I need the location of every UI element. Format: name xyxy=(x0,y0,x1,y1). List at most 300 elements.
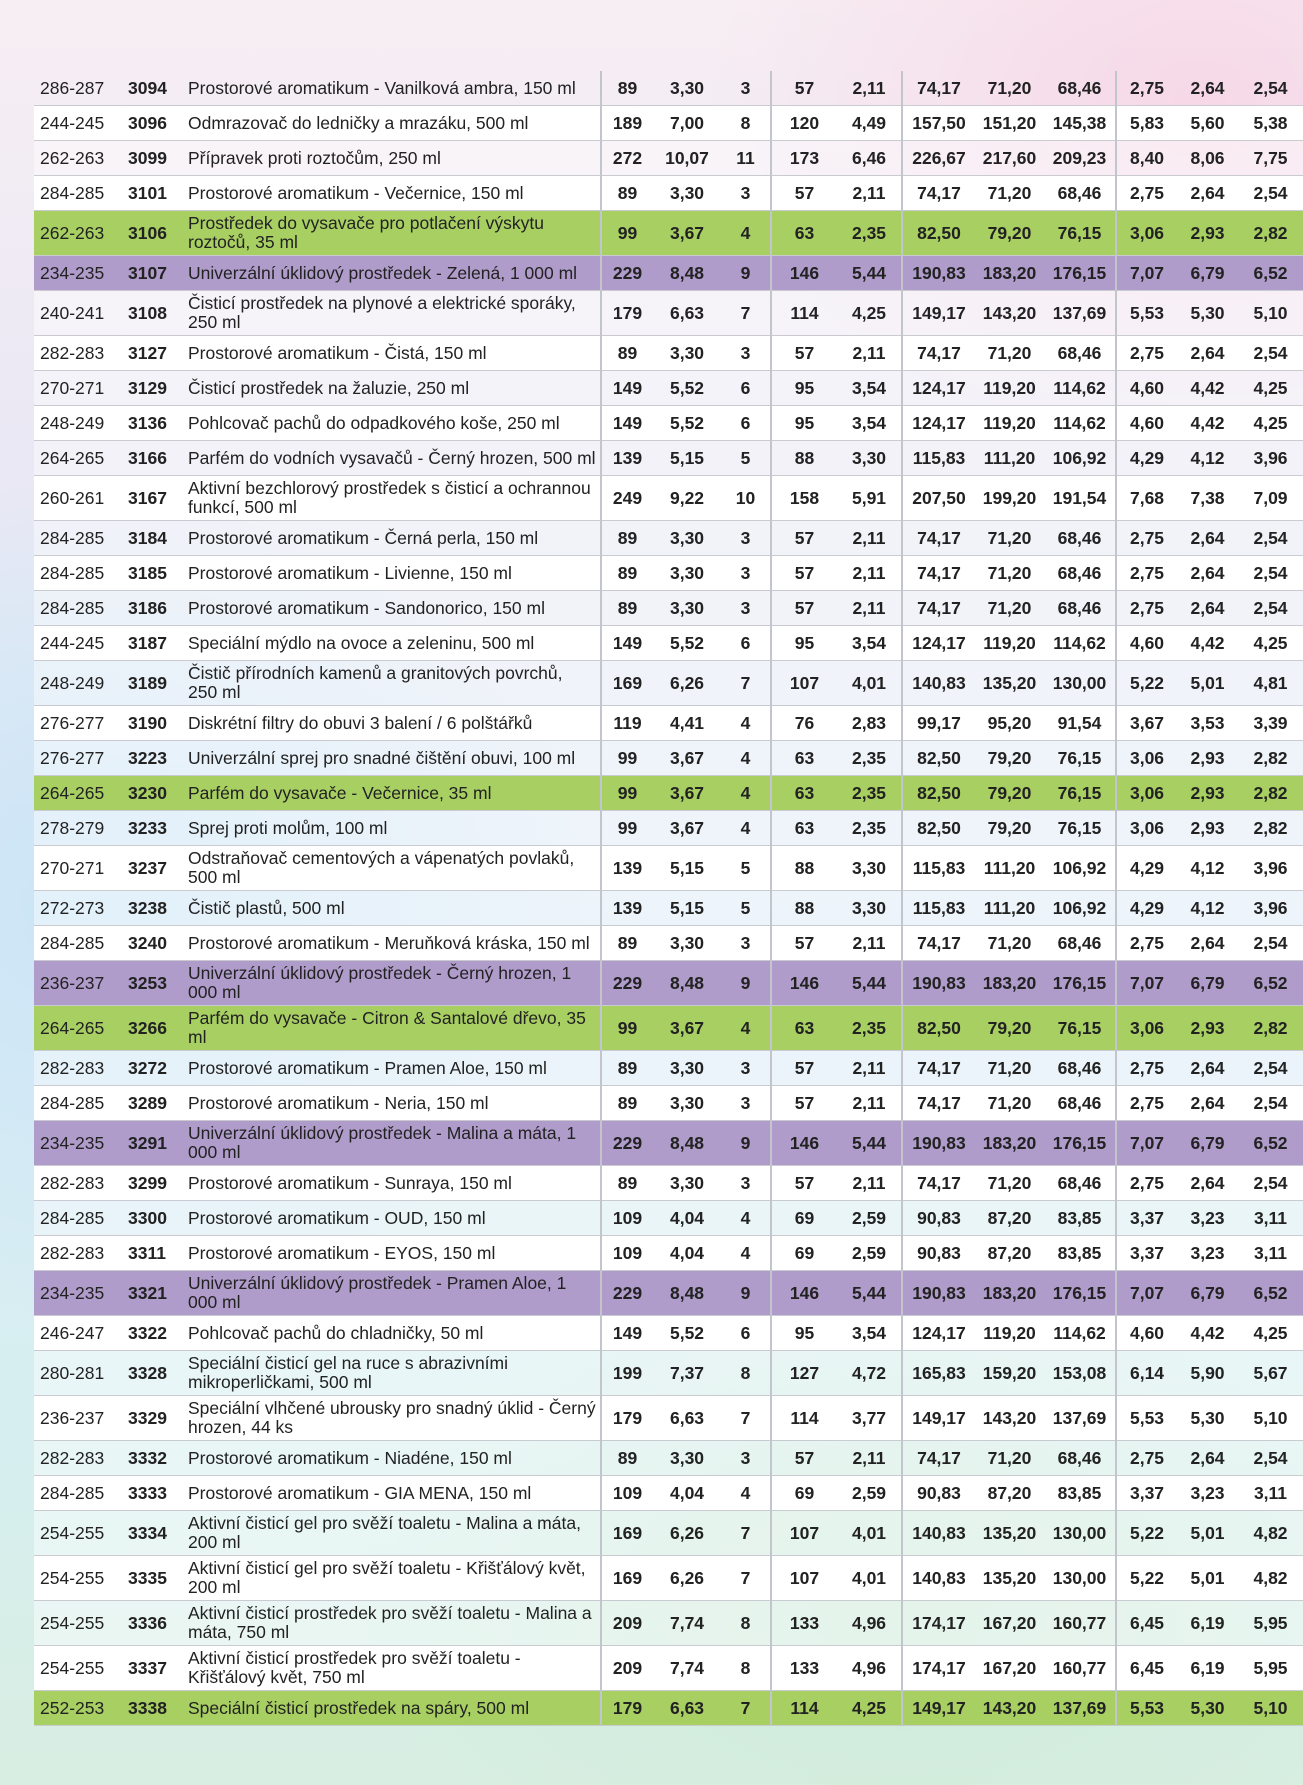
price-value-cell: 127 xyxy=(771,1351,837,1396)
price-value-cell: 6,52 xyxy=(1238,1121,1303,1166)
price-value-cell: 189 xyxy=(601,106,653,141)
price-value-cell: 2,64 xyxy=(1177,591,1238,626)
price-value-cell: 139 xyxy=(601,891,653,926)
price-value-cell: 2,59 xyxy=(837,1476,902,1511)
price-value-cell: 5 xyxy=(721,846,771,891)
price-value-cell: 2,75 xyxy=(1116,1051,1177,1086)
price-value-cell: 2,64 xyxy=(1177,521,1238,556)
price-value-cell: 68,46 xyxy=(1044,176,1116,211)
product-name-cell: Prostorové aromatikum - Niadéne, 150 ml xyxy=(188,1441,601,1476)
table-row xyxy=(34,176,1303,211)
price-value-cell: 149 xyxy=(601,406,653,441)
price-value-cell: 139 xyxy=(601,441,653,476)
price-value-cell: 74,17 xyxy=(902,1441,975,1476)
price-value-cell: 74,17 xyxy=(902,336,975,371)
price-value-cell: 6,63 xyxy=(653,1396,721,1441)
catalog-pages-cell: 282-283 xyxy=(34,1441,128,1476)
price-value-cell: 135,20 xyxy=(975,1556,1044,1601)
price-value-cell: 3,30 xyxy=(837,441,902,476)
price-value-cell: 6,45 xyxy=(1116,1646,1177,1691)
price-value-cell: 4 xyxy=(721,1006,771,1051)
price-value-cell: 7,07 xyxy=(1116,1121,1177,1166)
price-value-cell: 4,25 xyxy=(1238,626,1303,661)
price-value-cell: 2,64 xyxy=(1177,71,1238,106)
price-value-cell: 74,17 xyxy=(902,556,975,591)
catalog-pages-cell: 264-265 xyxy=(34,1006,128,1051)
price-value-cell: 2,93 xyxy=(1177,741,1238,776)
price-value-cell: 133 xyxy=(771,1646,837,1691)
price-value-cell: 74,17 xyxy=(902,1086,975,1121)
price-value-cell: 6,63 xyxy=(653,291,721,336)
price-value-cell: 2,64 xyxy=(1177,336,1238,371)
price-value-cell: 2,64 xyxy=(1177,926,1238,961)
price-value-cell: 4,49 xyxy=(837,106,902,141)
price-value-cell: 119 xyxy=(601,706,653,741)
table-row xyxy=(34,1201,1303,1236)
price-value-cell: 183,20 xyxy=(975,961,1044,1006)
price-value-cell: 4,60 xyxy=(1116,626,1177,661)
price-value-cell: 5,10 xyxy=(1238,1691,1303,1726)
price-value-cell: 124,17 xyxy=(902,406,975,441)
product-code-cell: 3187 xyxy=(128,626,188,661)
price-value-cell: 8,48 xyxy=(653,1271,721,1316)
price-value-cell: 95 xyxy=(771,371,837,406)
product-code-cell: 3237 xyxy=(128,846,188,891)
price-value-cell: 57 xyxy=(771,176,837,211)
price-value-cell: 160,77 xyxy=(1044,1601,1116,1646)
price-value-cell: 3,96 xyxy=(1238,891,1303,926)
price-value-cell: 4,60 xyxy=(1116,371,1177,406)
catalog-pages-cell: 254-255 xyxy=(34,1511,128,1556)
price-value-cell: 114 xyxy=(771,1691,837,1726)
price-value-cell: 146 xyxy=(771,256,837,291)
price-value-cell: 3,30 xyxy=(653,71,721,106)
price-value-cell: 130,00 xyxy=(1044,1556,1116,1601)
price-value-cell: 209 xyxy=(601,1646,653,1691)
catalog-pages-cell: 286-287 xyxy=(34,71,128,106)
price-value-cell: 7 xyxy=(721,661,771,706)
product-code-cell: 3108 xyxy=(128,291,188,336)
price-value-cell: 5,53 xyxy=(1116,1396,1177,1441)
price-value-cell: 76,15 xyxy=(1044,811,1116,846)
price-value-cell: 2,54 xyxy=(1238,1166,1303,1201)
price-value-cell: 5,83 xyxy=(1116,106,1177,141)
price-value-cell: 190,83 xyxy=(902,256,975,291)
price-value-cell: 89 xyxy=(601,556,653,591)
price-value-cell: 76 xyxy=(771,706,837,741)
price-value-cell: 5,15 xyxy=(653,441,721,476)
price-value-cell: 89 xyxy=(601,591,653,626)
price-value-cell: 2,54 xyxy=(1238,556,1303,591)
table-row xyxy=(34,1006,1303,1051)
price-value-cell: 57 xyxy=(771,336,837,371)
price-value-cell: 2,75 xyxy=(1116,926,1177,961)
price-value-cell: 6,26 xyxy=(653,1556,721,1601)
price-value-cell: 119,20 xyxy=(975,1316,1044,1351)
price-value-cell: 8,48 xyxy=(653,256,721,291)
price-value-cell: 5,15 xyxy=(653,891,721,926)
price-value-cell: 76,15 xyxy=(1044,776,1116,811)
price-value-cell: 149,17 xyxy=(902,1691,975,1726)
price-value-cell: 191,54 xyxy=(1044,476,1116,521)
price-value-cell: 2,35 xyxy=(837,741,902,776)
price-value-cell: 124,17 xyxy=(902,626,975,661)
price-value-cell: 5,90 xyxy=(1177,1351,1238,1396)
price-value-cell: 109 xyxy=(601,1201,653,1236)
price-value-cell: 2,64 xyxy=(1177,1086,1238,1121)
price-value-cell: 99 xyxy=(601,776,653,811)
price-value-cell: 2,93 xyxy=(1177,1006,1238,1051)
price-value-cell: 8,06 xyxy=(1177,141,1238,176)
price-value-cell: 3,23 xyxy=(1177,1476,1238,1511)
price-value-cell: 89 xyxy=(601,336,653,371)
price-value-cell: 3,06 xyxy=(1116,1006,1177,1051)
catalog-pages-cell: 262-263 xyxy=(34,211,128,256)
table-row xyxy=(34,1271,1303,1316)
catalog-pages-cell: 272-273 xyxy=(34,891,128,926)
price-value-cell: 2,11 xyxy=(837,176,902,211)
price-value-cell: 88 xyxy=(771,441,837,476)
price-value-cell: 57 xyxy=(771,556,837,591)
price-value-cell: 2,82 xyxy=(1238,211,1303,256)
price-value-cell: 3,67 xyxy=(653,776,721,811)
catalog-pages-cell: 234-235 xyxy=(34,256,128,291)
price-value-cell: 90,83 xyxy=(902,1476,975,1511)
price-value-cell: 99 xyxy=(601,211,653,256)
product-name-cell: Aktivní bezchlorový prostředek s čisticí a ochrannou funkcí, 500 ml xyxy=(188,476,601,521)
price-value-cell: 68,46 xyxy=(1044,71,1116,106)
product-name-cell: Prostorové aromatikum - Sunraya, 150 ml xyxy=(188,1166,601,1201)
price-value-cell: 2,64 xyxy=(1177,1051,1238,1086)
catalog-pages-cell: 244-245 xyxy=(34,626,128,661)
product-name-cell: Čisticí prostředek na plynové a elektrické sporáky, 250 ml xyxy=(188,291,601,336)
price-value-cell: 6,79 xyxy=(1177,1271,1238,1316)
price-value-cell: 82,50 xyxy=(902,211,975,256)
product-name-cell: Univerzální úklidový prostředek - Černý hrozen, 1 000 ml xyxy=(188,961,601,1006)
price-value-cell: 6,19 xyxy=(1177,1646,1238,1691)
catalog-pages-cell: 284-285 xyxy=(34,176,128,211)
price-value-cell: 9 xyxy=(721,256,771,291)
price-value-cell: 89 xyxy=(601,176,653,211)
price-value-cell: 3,30 xyxy=(653,1051,721,1086)
price-value-cell: 7,07 xyxy=(1116,256,1177,291)
price-value-cell: 3,54 xyxy=(837,626,902,661)
table-row xyxy=(34,141,1303,176)
price-value-cell: 139 xyxy=(601,846,653,891)
price-value-cell: 183,20 xyxy=(975,1271,1044,1316)
price-value-cell: 76,15 xyxy=(1044,741,1116,776)
price-value-cell: 2,64 xyxy=(1177,1166,1238,1201)
table-row xyxy=(34,1051,1303,1086)
product-code-cell: 3127 xyxy=(128,336,188,371)
price-value-cell: 3,37 xyxy=(1116,1476,1177,1511)
catalog-pages-cell: 234-235 xyxy=(34,1121,128,1166)
price-value-cell: 165,83 xyxy=(902,1351,975,1396)
table-row xyxy=(34,211,1303,256)
price-value-cell: 68,46 xyxy=(1044,1086,1116,1121)
table-row xyxy=(34,521,1303,556)
price-value-cell: 87,20 xyxy=(975,1201,1044,1236)
catalog-pages-cell: 282-283 xyxy=(34,1166,128,1201)
product-name-cell: Univerzální úklidový prostředek - Pramen Aloe, 1 000 ml xyxy=(188,1271,601,1316)
price-value-cell: 7,75 xyxy=(1238,141,1303,176)
product-name-cell: Speciální čisticí prostředek na spáry, 500 ml xyxy=(188,1691,601,1726)
price-value-cell: 89 xyxy=(601,71,653,106)
price-value-cell: 83,85 xyxy=(1044,1476,1116,1511)
price-value-cell: 151,20 xyxy=(975,106,1044,141)
price-value-cell: 10,07 xyxy=(653,141,721,176)
price-value-cell: 9,22 xyxy=(653,476,721,521)
price-value-cell: 7,00 xyxy=(653,106,721,141)
catalog-pages-cell: 280-281 xyxy=(34,1351,128,1396)
price-table xyxy=(34,71,1303,1726)
table-row xyxy=(34,961,1303,1006)
price-value-cell: 2,75 xyxy=(1116,1441,1177,1476)
price-value-cell: 137,69 xyxy=(1044,1691,1116,1726)
product-code-cell: 3238 xyxy=(128,891,188,926)
price-value-cell: 57 xyxy=(771,71,837,106)
price-value-cell: 7,07 xyxy=(1116,1271,1177,1316)
price-value-cell: 99 xyxy=(601,1006,653,1051)
price-value-cell: 2,75 xyxy=(1116,591,1177,626)
price-value-cell: 4,81 xyxy=(1238,661,1303,706)
price-value-cell: 3 xyxy=(721,176,771,211)
price-value-cell: 5,30 xyxy=(1177,1396,1238,1441)
price-value-cell: 199 xyxy=(601,1351,653,1396)
price-value-cell: 190,83 xyxy=(902,961,975,1006)
price-value-cell: 5,30 xyxy=(1177,291,1238,336)
product-name-cell: Prostorové aromatikum - OUD, 150 ml xyxy=(188,1201,601,1236)
product-name-cell: Speciální čisticí gel na ruce s abrazivními mikroperličkami, 500 ml xyxy=(188,1351,601,1396)
catalog-pages-cell: 282-283 xyxy=(34,1236,128,1271)
catalog-pages-cell: 254-255 xyxy=(34,1646,128,1691)
price-value-cell: 114,62 xyxy=(1044,371,1116,406)
price-value-cell: 174,17 xyxy=(902,1601,975,1646)
price-value-cell: 5,53 xyxy=(1116,1691,1177,1726)
price-value-cell: 3,67 xyxy=(653,1006,721,1051)
price-value-cell: 99,17 xyxy=(902,706,975,741)
table-row xyxy=(34,1601,1303,1646)
catalog-pages-cell: 284-285 xyxy=(34,556,128,591)
product-name-cell: Odmrazovač do ledničky a mrazáku, 500 ml xyxy=(188,106,601,141)
product-code-cell: 3333 xyxy=(128,1476,188,1511)
price-value-cell: 3 xyxy=(721,1441,771,1476)
price-value-cell: 4,25 xyxy=(837,291,902,336)
price-value-cell: 3,23 xyxy=(1177,1201,1238,1236)
price-value-cell: 3,67 xyxy=(1116,706,1177,741)
price-table-body xyxy=(34,71,1303,1726)
price-value-cell: 169 xyxy=(601,661,653,706)
price-value-cell: 89 xyxy=(601,1166,653,1201)
price-value-cell: 63 xyxy=(771,211,837,256)
price-value-cell: 3 xyxy=(721,521,771,556)
price-value-cell: 5,52 xyxy=(653,371,721,406)
price-value-cell: 3,06 xyxy=(1116,741,1177,776)
price-value-cell: 190,83 xyxy=(902,1271,975,1316)
product-code-cell: 3253 xyxy=(128,961,188,1006)
price-value-cell: 8,48 xyxy=(653,961,721,1006)
price-value-cell: 2,11 xyxy=(837,1166,902,1201)
price-value-cell: 3,11 xyxy=(1238,1476,1303,1511)
price-value-cell: 167,20 xyxy=(975,1601,1044,1646)
table-row xyxy=(34,741,1303,776)
price-value-cell: 4,25 xyxy=(1238,406,1303,441)
product-code-cell: 3240 xyxy=(128,926,188,961)
product-name-cell: Parfém do vysavače - Citron & Santalové dřevo, 35 ml xyxy=(188,1006,601,1051)
product-name-cell: Prostorové aromatikum - Neria, 150 ml xyxy=(188,1086,601,1121)
price-value-cell: 119,20 xyxy=(975,371,1044,406)
product-code-cell: 3233 xyxy=(128,811,188,846)
price-value-cell: 2,64 xyxy=(1177,556,1238,591)
price-value-cell: 207,50 xyxy=(902,476,975,521)
table-row xyxy=(34,1441,1303,1476)
price-value-cell: 3,30 xyxy=(653,591,721,626)
table-row xyxy=(34,106,1303,141)
price-value-cell: 217,60 xyxy=(975,141,1044,176)
price-value-cell: 229 xyxy=(601,961,653,1006)
price-value-cell: 57 xyxy=(771,1441,837,1476)
price-value-cell: 82,50 xyxy=(902,776,975,811)
product-code-cell: 3272 xyxy=(128,1051,188,1086)
catalog-pages-cell: 270-271 xyxy=(34,371,128,406)
price-value-cell: 140,83 xyxy=(902,1556,975,1601)
price-value-cell: 3,30 xyxy=(653,926,721,961)
price-value-cell: 115,83 xyxy=(902,441,975,476)
price-value-cell: 6,14 xyxy=(1116,1351,1177,1396)
price-value-cell: 5,22 xyxy=(1116,1556,1177,1601)
price-value-cell: 2,82 xyxy=(1238,811,1303,846)
price-value-cell: 76,15 xyxy=(1044,1006,1116,1051)
price-value-cell: 209,23 xyxy=(1044,141,1116,176)
price-value-cell: 114 xyxy=(771,1396,837,1441)
price-value-cell: 3,67 xyxy=(653,211,721,256)
price-value-cell: 91,54 xyxy=(1044,706,1116,741)
product-code-cell: 3335 xyxy=(128,1556,188,1601)
product-code-cell: 3166 xyxy=(128,441,188,476)
catalog-pages-cell: 262-263 xyxy=(34,141,128,176)
price-value-cell: 143,20 xyxy=(975,1396,1044,1441)
price-value-cell: 2,54 xyxy=(1238,1086,1303,1121)
price-value-cell: 3,67 xyxy=(653,811,721,846)
price-value-cell: 2,54 xyxy=(1238,71,1303,106)
price-value-cell: 111,20 xyxy=(975,846,1044,891)
price-value-cell: 2,11 xyxy=(837,591,902,626)
catalog-pages-cell: 284-285 xyxy=(34,591,128,626)
product-name-cell: Prostorové aromatikum - Čistá, 150 ml xyxy=(188,336,601,371)
price-value-cell: 90,83 xyxy=(902,1201,975,1236)
price-value-cell: 159,20 xyxy=(975,1351,1044,1396)
price-value-cell: 71,20 xyxy=(975,926,1044,961)
table-row xyxy=(34,1121,1303,1166)
product-name-cell: Sprej proti molům, 100 ml xyxy=(188,811,601,846)
price-value-cell: 89 xyxy=(601,1441,653,1476)
price-value-cell: 2,93 xyxy=(1177,776,1238,811)
price-value-cell: 2,75 xyxy=(1116,521,1177,556)
price-value-cell: 68,46 xyxy=(1044,1441,1116,1476)
product-code-cell: 3099 xyxy=(128,141,188,176)
price-value-cell: 8 xyxy=(721,1646,771,1691)
price-value-cell: 6,79 xyxy=(1177,961,1238,1006)
product-name-cell: Speciální mýdlo na ovoce a zeleninu, 500 ml xyxy=(188,626,601,661)
catalog-pages-cell: 254-255 xyxy=(34,1601,128,1646)
price-value-cell: 4,25 xyxy=(1238,1316,1303,1351)
price-value-cell: 57 xyxy=(771,521,837,556)
price-value-cell: 3,54 xyxy=(837,1316,902,1351)
price-value-cell: 3,39 xyxy=(1238,706,1303,741)
price-value-cell: 3,30 xyxy=(837,846,902,891)
price-value-cell: 5,60 xyxy=(1177,106,1238,141)
price-value-cell: 2,54 xyxy=(1238,1051,1303,1086)
catalog-pages-cell: 254-255 xyxy=(34,1556,128,1601)
price-value-cell: 3,30 xyxy=(653,1086,721,1121)
price-value-cell: 3,06 xyxy=(1116,811,1177,846)
price-value-cell: 68,46 xyxy=(1044,926,1116,961)
catalog-pages-cell: 252-253 xyxy=(34,1691,128,1726)
price-value-cell: 3,77 xyxy=(837,1396,902,1441)
price-value-cell: 133 xyxy=(771,1601,837,1646)
price-value-cell: 3,37 xyxy=(1116,1201,1177,1236)
product-code-cell: 3329 xyxy=(128,1396,188,1441)
product-name-cell: Parfém do vysavače - Večernice, 35 ml xyxy=(188,776,601,811)
price-value-cell: 90,83 xyxy=(902,1236,975,1271)
price-value-cell: 3,30 xyxy=(653,521,721,556)
catalog-pages-cell: 264-265 xyxy=(34,441,128,476)
product-code-cell: 3332 xyxy=(128,1441,188,1476)
price-value-cell: 6,19 xyxy=(1177,1601,1238,1646)
price-value-cell: 2,11 xyxy=(837,71,902,106)
price-value-cell: 107 xyxy=(771,661,837,706)
price-value-cell: 229 xyxy=(601,256,653,291)
price-value-cell: 3,54 xyxy=(837,371,902,406)
price-value-cell: 3,67 xyxy=(653,741,721,776)
price-value-cell: 5,22 xyxy=(1116,1511,1177,1556)
price-value-cell: 3 xyxy=(721,1051,771,1086)
price-value-cell: 2,35 xyxy=(837,811,902,846)
price-value-cell: 124,17 xyxy=(902,371,975,406)
price-value-cell: 57 xyxy=(771,1086,837,1121)
price-value-cell: 4,42 xyxy=(1177,406,1238,441)
price-value-cell: 69 xyxy=(771,1236,837,1271)
table-row xyxy=(34,291,1303,336)
price-value-cell: 2,11 xyxy=(837,1051,902,1086)
table-row xyxy=(34,591,1303,626)
price-value-cell: 7 xyxy=(721,1556,771,1601)
price-value-cell: 69 xyxy=(771,1476,837,1511)
price-value-cell: 4 xyxy=(721,741,771,776)
price-value-cell: 4,01 xyxy=(837,1511,902,1556)
price-value-cell: 2,11 xyxy=(837,556,902,591)
price-value-cell: 114,62 xyxy=(1044,626,1116,661)
product-code-cell: 3186 xyxy=(128,591,188,626)
price-value-cell: 79,20 xyxy=(975,1006,1044,1051)
price-value-cell: 183,20 xyxy=(975,256,1044,291)
catalog-pages-cell: 244-245 xyxy=(34,106,128,141)
product-name-cell: Prostorové aromatikum - Sandonorico, 150 ml xyxy=(188,591,601,626)
price-value-cell: 2,93 xyxy=(1177,811,1238,846)
price-value-cell: 71,20 xyxy=(975,556,1044,591)
price-value-cell: 146 xyxy=(771,961,837,1006)
price-value-cell: 3,54 xyxy=(837,406,902,441)
price-value-cell: 6 xyxy=(721,1316,771,1351)
price-value-cell: 4,29 xyxy=(1116,441,1177,476)
price-value-cell: 3 xyxy=(721,926,771,961)
price-value-cell: 179 xyxy=(601,1691,653,1726)
product-name-cell: Prostorové aromatikum - Večernice, 150 ml xyxy=(188,176,601,211)
price-value-cell: 106,92 xyxy=(1044,846,1116,891)
price-value-cell: 176,15 xyxy=(1044,256,1116,291)
price-value-cell: 71,20 xyxy=(975,591,1044,626)
price-value-cell: 5,10 xyxy=(1238,1396,1303,1441)
